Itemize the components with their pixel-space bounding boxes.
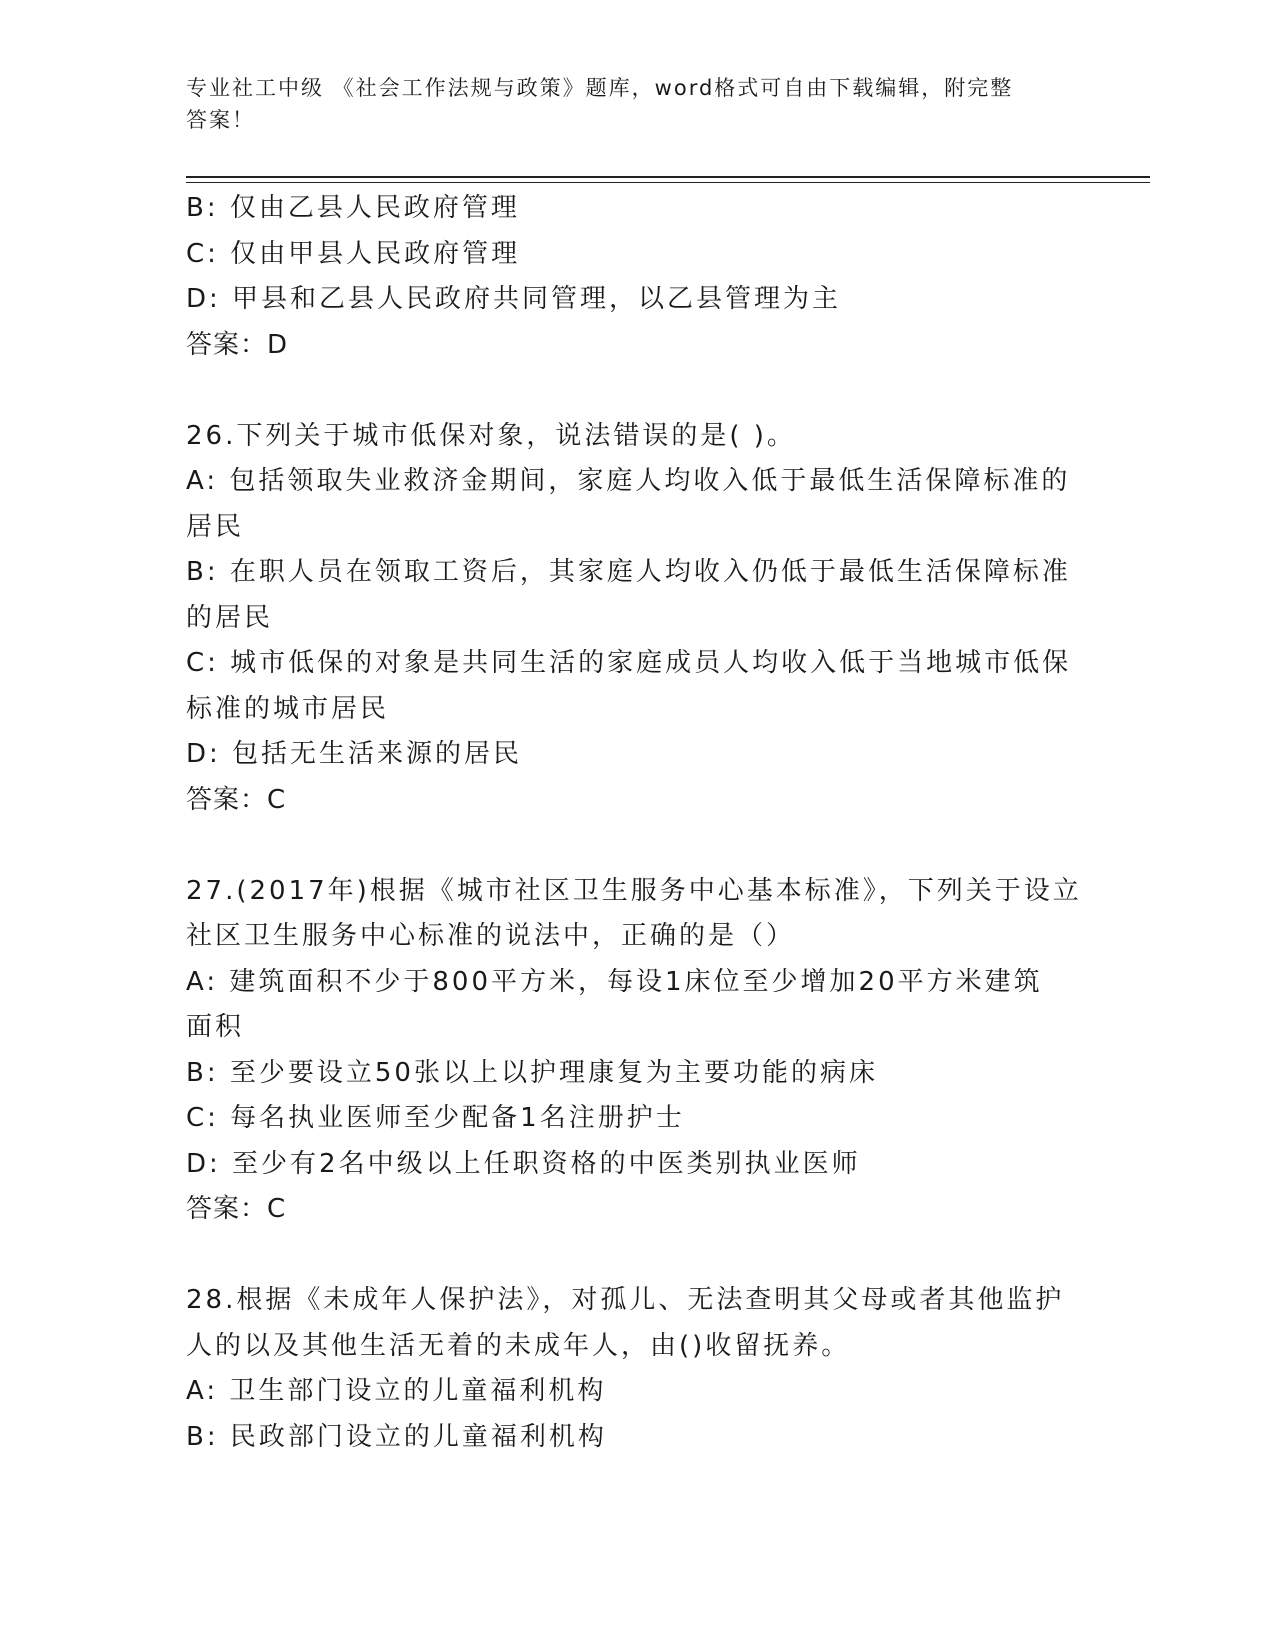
header-rule [186,176,1150,178]
q27-stem: 27.(2017年)根据《城市社区卫生服务中心基本标准》，下列关于设立 [186,875,1082,906]
q26-stem: 26.下列关于城市低保对象，说法错误的是( )。 [186,420,796,451]
document-header [186,72,1066,136]
q28-option-b: B: 民政部门设立的儿童福利机构 [186,1421,607,1452]
q27-stem-cont: 社区卫生服务中心标准的说法中，正确的是（） [186,921,796,951]
question-list [186,186,1082,1460]
q26-option-a-cont: 居民 [186,511,245,542]
q25-option-c: C: 仅由甲县人民政府管理 [186,238,521,269]
header-rule-thin [186,182,1150,183]
q26-option-d: D: 包括无生活来源的居民 [186,739,523,769]
q26-option-a: A: 包括领取失业救济金期间，家庭人均收入低于最低生活保障标准的 [186,466,1071,496]
q27-option-b: B: 至少要设立50张以上以护理康复为主要功能的病床 [186,1057,878,1088]
q28-option-a: A: 卫生部门设立的儿童福利机构 [186,1376,607,1406]
spacer [186,1233,1066,1279]
q25-option-d: D: 甲县和乙县人民政府共同管理，以乙县管理为主 [186,284,842,314]
q27-option-c: C: 每名执业医师至少配备1名注册护士 [186,1103,685,1133]
q25-answer: 答案：D [186,329,289,360]
spacer [186,368,1066,414]
q26-answer: 答案：C [186,784,287,815]
header-line-1: 专业社工中级 《社会工作法规与政策》题库，word格式可自由下载编辑，附完整 [186,76,1014,100]
header-line-2: 答案！ [186,108,255,132]
spacer [186,823,1066,869]
q27-option-a-cont: 面积 [186,1012,245,1042]
q28-stem: 28.根据《未成年人保护法》，对孤儿、无法查明其父母或者其他监护 [186,1285,1065,1315]
q27-option-a: A: 建筑面积不少于800平方米，每设1床位至少增加20平方米建筑 [186,966,1043,997]
q26-option-c-cont: 标准的城市居民 [186,693,390,724]
q26-option-b-cont: 的居民 [186,602,274,633]
q26-option-c: C: 城市低保的对象是共同生活的家庭成员人均收入低于当地城市低保 [186,648,1072,678]
q26-option-b: B: 在职人员在领取工资后，其家庭人均收入仍低于最低生活保障标准 [186,557,1071,587]
q27-answer: 答案：C [186,1194,287,1224]
q25-option-b: B: 仅由乙县人民政府管理 [186,193,520,223]
q28-stem-cont: 人的以及其他生活无着的未成年人，由()收留抚养。 [186,1330,851,1361]
q27-option-d: D: 至少有2名中级以上任职资格的中医类别执业医师 [186,1148,861,1179]
